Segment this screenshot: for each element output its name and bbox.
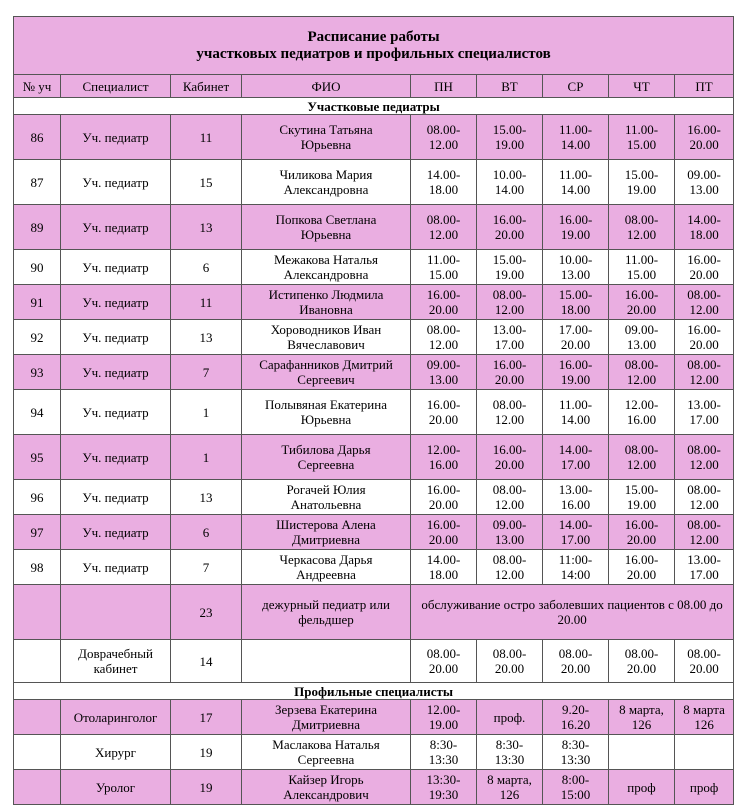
section-specialists: Профильные специалисты — [14, 683, 734, 700]
cell-mon: 12.00- 19.00 — [411, 700, 477, 735]
cell-specialist: Уч. педиатр — [61, 435, 171, 480]
cell-mon: 16.00- 20.00 — [411, 480, 477, 515]
cell-tue: 16.00- 20.00 — [477, 435, 543, 480]
cell-specialist: Отоларинголог — [61, 700, 171, 735]
cell-mon: 8:30- 13:30 — [411, 735, 477, 770]
cell-tue: 08.00- 12.00 — [477, 285, 543, 320]
table-row — [14, 205, 734, 250]
cell-wed: 9.20- 16.20 — [543, 700, 609, 735]
cell-fio: Кайзер Игорь Александрович — [242, 770, 411, 805]
header-row — [14, 75, 734, 98]
cell-room: 13 — [171, 320, 242, 355]
cell-fri: 13.00- 17.00 — [675, 390, 734, 435]
cell-fri — [675, 735, 734, 770]
cell-mon: 08.00- 12.00 — [411, 320, 477, 355]
cell-specialist: Уч. педиатр — [61, 115, 171, 160]
cell-wed: 14.00- 17.00 — [543, 515, 609, 550]
cell-tue: 08.00- 20.00 — [477, 640, 543, 683]
cell-fio: Попкова Светлана Юрьевна — [242, 205, 411, 250]
cell-fri: 16.00- 20.00 — [675, 320, 734, 355]
table-row-specialist — [14, 770, 734, 805]
cell-fri: 09.00- 13.00 — [675, 160, 734, 205]
cell-thu: 8 марта, 126 — [609, 700, 675, 735]
cell-fri: 08.00- 12.00 — [675, 285, 734, 320]
cell-wed: 10.00- 13.00 — [543, 250, 609, 285]
cell-tue: 16.00- 20.00 — [477, 355, 543, 390]
cell-num — [14, 640, 61, 683]
cell-tue: 8:30- 13:30 — [477, 735, 543, 770]
header-tue: ВТ — [477, 75, 543, 98]
cell-mon: 09.00- 13.00 — [411, 355, 477, 390]
cell-thu: 08.00- 12.00 — [609, 355, 675, 390]
cell-specialist: Уч. педиатр — [61, 285, 171, 320]
header-specialist: Специалист — [61, 75, 171, 98]
cell-thu: 11.00- 15.00 — [609, 115, 675, 160]
cell-tue: 08.00- 12.00 — [477, 550, 543, 585]
cell-room: 13 — [171, 480, 242, 515]
cell-num: 86 — [14, 115, 61, 160]
cell-num: 97 — [14, 515, 61, 550]
table-row — [14, 160, 734, 205]
cell-wed: 15.00- 18.00 — [543, 285, 609, 320]
cell-tue: 13.00- 17.00 — [477, 320, 543, 355]
cell-thu: 16.00- 20.00 — [609, 550, 675, 585]
cell-thu — [609, 735, 675, 770]
cell-specialist: Уч. педиатр — [61, 550, 171, 585]
cell-room: 1 — [171, 435, 242, 480]
table-row-specialist — [14, 735, 734, 770]
cell-room: 6 — [171, 250, 242, 285]
table-row — [14, 435, 734, 480]
cell-thu: 11.00- 15.00 — [609, 250, 675, 285]
cell-thu: 15.00- 19.00 — [609, 480, 675, 515]
cell-fri: 08.00- 12.00 — [675, 355, 734, 390]
cell-num — [14, 700, 61, 735]
cell-specialist: Уролог — [61, 770, 171, 805]
cell-tue: 08.00- 12.00 — [477, 480, 543, 515]
cell-fri: 13.00- 17.00 — [675, 550, 734, 585]
cell-wed: 11.00- 14.00 — [543, 115, 609, 160]
header-num: № уч — [14, 75, 61, 98]
table-row — [14, 480, 734, 515]
cell-room: 19 — [171, 735, 242, 770]
cell-wed: 16.00- 19.00 — [543, 205, 609, 250]
table-row — [14, 390, 734, 435]
cell-mon: 16.00- 20.00 — [411, 515, 477, 550]
table-row — [14, 285, 734, 320]
cell-thu: 08.00- 12.00 — [609, 205, 675, 250]
cell-fio: Полывяная Екатерина Юрьевна — [242, 390, 411, 435]
cell-specialist — [61, 585, 171, 640]
cell-num: 89 — [14, 205, 61, 250]
cell-room: 11 — [171, 285, 242, 320]
cell-fio: Истипенко Людмила Ивановна — [242, 285, 411, 320]
cell-tue: 08.00- 12.00 — [477, 390, 543, 435]
cell-room: 1 — [171, 390, 242, 435]
cell-wed: 17.00- 20.00 — [543, 320, 609, 355]
cell-fri: проф — [675, 770, 734, 805]
cell-mon: 16.00- 20.00 — [411, 390, 477, 435]
header-wed: СР — [543, 75, 609, 98]
title-line-1: Расписание работы — [307, 28, 440, 45]
cell-num: 92 — [14, 320, 61, 355]
table-row — [14, 115, 734, 160]
cell-num: 95 — [14, 435, 61, 480]
cell-num: 96 — [14, 480, 61, 515]
table-row-specialist — [14, 700, 734, 735]
cell-mon: 08.00- 12.00 — [411, 205, 477, 250]
cell-mon: 11.00- 15.00 — [411, 250, 477, 285]
cell-fio: Чиликова Мария Александровна — [242, 160, 411, 205]
cell-room: 23 — [171, 585, 242, 640]
cell-specialist: Хирург — [61, 735, 171, 770]
cell-fio: Сарафанников Дмитрий Сергеевич — [242, 355, 411, 390]
cell-tue: проф. — [477, 700, 543, 735]
cell-mon: 14.00- 18.00 — [411, 550, 477, 585]
cell-num: 93 — [14, 355, 61, 390]
cell-num — [14, 770, 61, 805]
cell-fio: Зерзева Екатерина Дмитриевна — [242, 700, 411, 735]
table-row — [14, 355, 734, 390]
cell-wed: 8:30- 13:30 — [543, 735, 609, 770]
table-row — [14, 515, 734, 550]
cell-fio: Маслакова Наталья Сергеевна — [242, 735, 411, 770]
cell-thu: 12.00- 16.00 — [609, 390, 675, 435]
table-row-prevet — [14, 640, 734, 683]
cell-tue: 15.00- 19.00 — [477, 250, 543, 285]
title-line-2: участковых педиатров и профильных специалистов — [196, 45, 551, 62]
cell-specialist: Доврачебный кабинет — [61, 640, 171, 683]
cell-thu: проф — [609, 770, 675, 805]
cell-fio — [242, 640, 411, 683]
cell-num — [14, 585, 61, 640]
cell-duty-note: обслуживание остро заболевших пациентов с 08.00 до 20.00 — [411, 585, 734, 640]
cell-fio: Межакова Наталья Александровна — [242, 250, 411, 285]
header-fri: ПТ — [675, 75, 734, 98]
cell-wed: 13.00- 16.00 — [543, 480, 609, 515]
cell-wed: 11.00- 14.00 — [543, 160, 609, 205]
cell-room: 19 — [171, 770, 242, 805]
cell-specialist: Уч. педиатр — [61, 515, 171, 550]
cell-fri: 14.00- 18.00 — [675, 205, 734, 250]
header-fio: ФИО — [242, 75, 411, 98]
cell-wed: 16.00- 19.00 — [543, 355, 609, 390]
cell-fri: 08.00- 12.00 — [675, 435, 734, 480]
cell-fio: Черкасова Дарья Андреевна — [242, 550, 411, 585]
cell-specialist: Уч. педиатр — [61, 320, 171, 355]
cell-fri: 08.00- 12.00 — [675, 515, 734, 550]
header-mon: ПН — [411, 75, 477, 98]
cell-fio: Тибилова Дарья Сергеевна — [242, 435, 411, 480]
cell-mon: 16.00- 20.00 — [411, 285, 477, 320]
cell-fio: Хороводников Иван Вячеславович — [242, 320, 411, 355]
cell-room: 7 — [171, 550, 242, 585]
cell-room: 17 — [171, 700, 242, 735]
cell-specialist: Уч. педиатр — [61, 480, 171, 515]
cell-room: 13 — [171, 205, 242, 250]
table-row — [14, 550, 734, 585]
cell-thu: 08.00- 20.00 — [609, 640, 675, 683]
cell-tue: 15.00- 19.00 — [477, 115, 543, 160]
table-row — [14, 320, 734, 355]
cell-thu: 15.00- 19.00 — [609, 160, 675, 205]
cell-tue: 09.00- 13.00 — [477, 515, 543, 550]
cell-fri: 08.00- 20.00 — [675, 640, 734, 683]
cell-num: 98 — [14, 550, 61, 585]
cell-room: 15 — [171, 160, 242, 205]
cell-wed: 8:00- 15:00 — [543, 770, 609, 805]
cell-thu: 16.00- 20.00 — [609, 515, 675, 550]
header-room: Кабинет — [171, 75, 242, 98]
schedule-table — [13, 16, 734, 805]
cell-fio: Скутина Татьяна Юрьевна — [242, 115, 411, 160]
cell-specialist: Уч. педиатр — [61, 160, 171, 205]
cell-wed: 11.00- 14.00 — [543, 390, 609, 435]
cell-mon: 12.00- 16.00 — [411, 435, 477, 480]
cell-room: 11 — [171, 115, 242, 160]
cell-num: 90 — [14, 250, 61, 285]
cell-tue: 16.00- 20.00 — [477, 205, 543, 250]
cell-thu: 08.00- 12.00 — [609, 435, 675, 480]
cell-fri: 16.00- 20.00 — [675, 115, 734, 160]
cell-wed: 11:00- 14:00 — [543, 550, 609, 585]
cell-fri: 16.00- 20.00 — [675, 250, 734, 285]
cell-fri: 8 марта 126 — [675, 700, 734, 735]
cell-tue: 8 марта, 126 — [477, 770, 543, 805]
cell-specialist: Уч. педиатр — [61, 390, 171, 435]
cell-thu: 16.00- 20.00 — [609, 285, 675, 320]
cell-room: 14 — [171, 640, 242, 683]
cell-room: 6 — [171, 515, 242, 550]
cell-specialist: Уч. педиатр — [61, 205, 171, 250]
cell-num: 91 — [14, 285, 61, 320]
section-pediatricians: Участковые педиатры — [14, 98, 734, 115]
cell-specialist: Уч. педиатр — [61, 250, 171, 285]
table-row-duty — [14, 585, 734, 640]
cell-fri: 08.00- 12.00 — [675, 480, 734, 515]
cell-fio: дежурный педиатр или фельдшер — [242, 585, 411, 640]
cell-num: 94 — [14, 390, 61, 435]
schedule-sheet — [13, 16, 733, 805]
cell-wed: 08.00- 20.00 — [543, 640, 609, 683]
cell-mon: 08.00- 20.00 — [411, 640, 477, 683]
cell-mon: 14.00- 18.00 — [411, 160, 477, 205]
table-row — [14, 250, 734, 285]
cell-thu: 09.00- 13.00 — [609, 320, 675, 355]
header-thu: ЧТ — [609, 75, 675, 98]
cell-mon: 13:30- 19:30 — [411, 770, 477, 805]
page-title — [14, 17, 734, 75]
cell-specialist: Уч. педиатр — [61, 355, 171, 390]
cell-num — [14, 735, 61, 770]
cell-num: 87 — [14, 160, 61, 205]
cell-tue: 10.00- 14.00 — [477, 160, 543, 205]
cell-wed: 14.00- 17.00 — [543, 435, 609, 480]
cell-fio: Шистерова Алена Дмитриевна — [242, 515, 411, 550]
cell-room: 7 — [171, 355, 242, 390]
cell-fio: Рогачей Юлия Анатольевна — [242, 480, 411, 515]
cell-mon: 08.00- 12.00 — [411, 115, 477, 160]
